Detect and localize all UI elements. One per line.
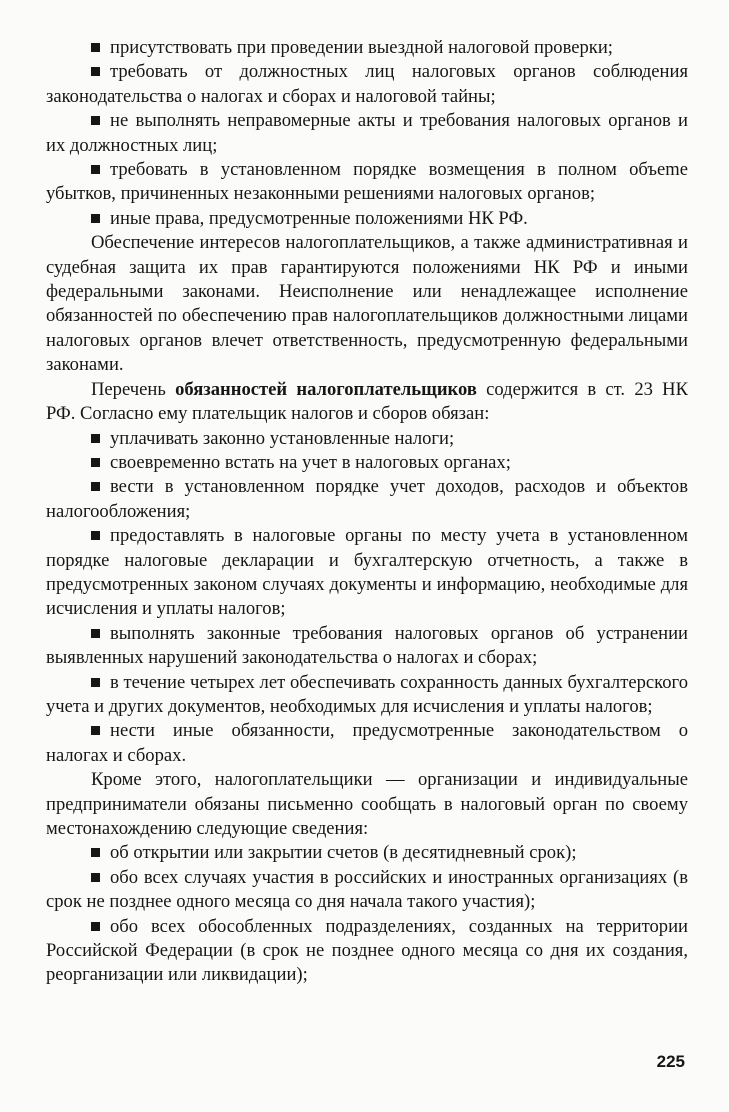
list-item	[46, 866, 688, 915]
bullet-square-icon	[91, 482, 100, 491]
list-item-text: своевременно встать на учет в налоговых органах;	[110, 451, 511, 473]
bullet-square-icon	[91, 922, 100, 931]
list-item-text: присутствовать при проведении выездной налоговой проверки;	[110, 37, 613, 58]
list-item	[46, 915, 688, 988]
paragraph-with-bold	[46, 378, 688, 427]
bullet-square-icon	[91, 434, 100, 443]
list-item-text: вести в установленном порядке учет доходов, расходов и объектов налогообложения;	[46, 476, 688, 522]
list-item	[46, 622, 688, 671]
list-item	[46, 427, 688, 451]
list-item	[46, 60, 688, 109]
page-number: 225	[656, 1052, 685, 1071]
paragraph-text-after: содержится в ст. 23 НК РФ. Согласно ему плательщик налогов и сборов обязан:	[46, 378, 688, 425]
list-item	[46, 36, 688, 60]
paragraph: Кроме этого, налогоплательщики — организации и индивидуальные предприниматели обязаны письменно сообщать в налоговый орган по своему местонахождению следующие сведения:	[46, 769, 688, 839]
bullet-square-icon	[91, 43, 100, 52]
list-item-text: предоставлять в налоговые органы по месту учета в установленном порядке налоговые декларации и бухгалтерскую отчетность, а также в предусмотренных законом случаях документы и информацию, необходимые для исчисления и уплаты налогов;	[46, 525, 688, 620]
list-item	[46, 158, 688, 207]
list-item	[46, 719, 688, 768]
list-item-text: уплачивать законно установленные налоги;	[110, 427, 455, 449]
list-item	[46, 841, 688, 865]
paragraph-text-before: Перечень	[91, 378, 176, 400]
bullet-square-icon	[91, 726, 100, 735]
list-item-text: требовать в установленном порядке возмещения в полном объeme убытков, причиненных незаконными решениями налоговых органов;	[46, 159, 688, 205]
list-item-text: обо всех обособленных подразделениях, созданных на территории Российской Федерации (в срок не позднее одного месяца со дня их создания, реорганизации или ликвидации);	[46, 915, 688, 986]
bullet-square-icon	[91, 116, 100, 125]
bullet-square-icon	[91, 629, 100, 638]
bullet-square-icon	[91, 848, 100, 857]
body-text	[46, 36, 688, 988]
bullet-square-icon	[91, 165, 100, 174]
bullet-square-icon	[91, 873, 100, 882]
list-item-text: иные права, предусмотренные положениями НК РФ.	[110, 207, 528, 229]
list-item	[46, 109, 688, 158]
list-item	[46, 671, 688, 720]
list-item-text: не выполнять неправомерные акты и требования налоговых органов и их должностных лиц;	[46, 110, 688, 156]
bullet-square-icon	[91, 214, 100, 223]
list-item-text: выполнять законные требования налоговых органов об устранении выявленных нарушений законодательства о налогах и сборах;	[46, 622, 688, 669]
list-item	[46, 207, 688, 231]
bullet-square-icon	[91, 67, 100, 76]
list-item-text: в течение четырех лет обеспечивать сохранность данных бухгалтерского учета и других документов, необходимых для исчисления и уплаты налогов;	[46, 671, 688, 717]
list-item-text: требовать от должностных лиц налоговых органов соблюдения законодательства о налогах и сборах и налоговой тайны;	[46, 61, 688, 107]
list-item	[46, 475, 688, 524]
list-item	[46, 524, 688, 622]
list-item-text: нести иные обязанности, предусмотренные законодательством о налогах и сборах.	[46, 720, 688, 766]
list-item-text: обо всех случаях участия в российских и иностранных организациях (в срок не позднее одного месяца со дня начала такого участия);	[46, 866, 688, 913]
bullet-square-icon	[91, 458, 100, 467]
bullet-square-icon	[91, 678, 100, 687]
list-item	[46, 451, 688, 475]
bold-term: обязанностей налогоплательщиков	[175, 378, 477, 400]
paragraph: Обеспечение интересов налогоплательщиков, а также административная и судебная защита их прав гарантируются положениями НК РФ и иными федеральными законами. Неисполнение или ненадлежащее исполнение обязанностей по обеспечению прав налогоплательщиков должностными лицами налоговых органов влечет ответственность, предусмотренную федеральными законами.	[46, 232, 688, 376]
bullet-square-icon	[91, 531, 100, 540]
list-item-text: об открытии или закрытии счетов (в десятидневный срок);	[110, 842, 577, 864]
